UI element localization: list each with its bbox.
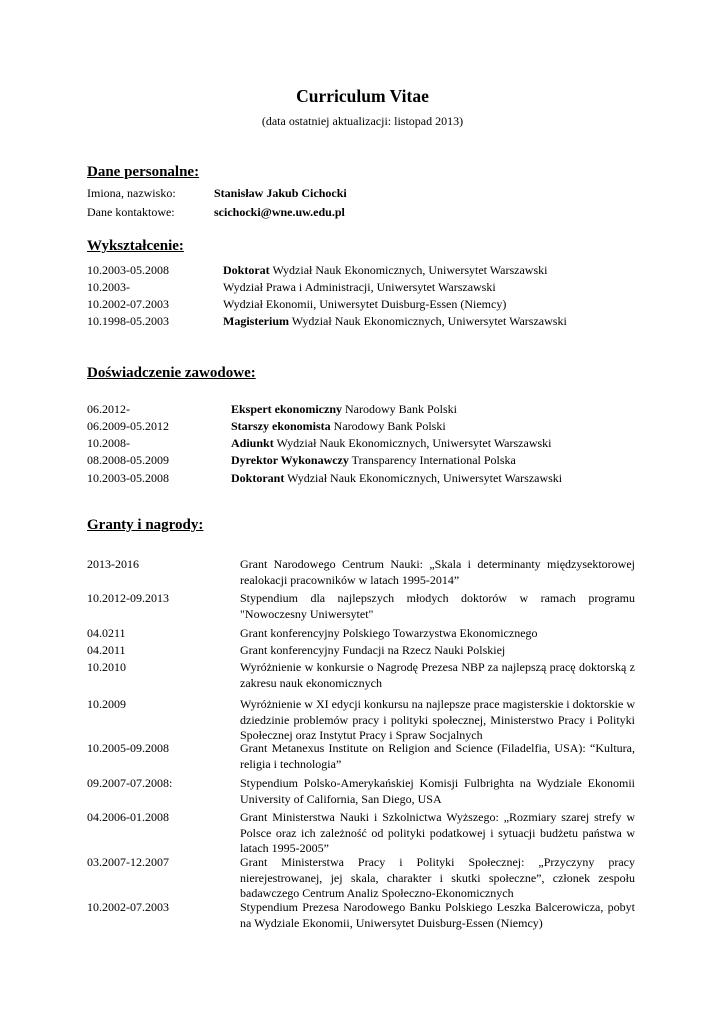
education-row <box>87 314 647 331</box>
experience-employer: Wydział Nauk Ekonomicznych, Uniwersytet Warszawski <box>273 436 552 450</box>
personal-label: Dane kontaktowe: <box>87 205 175 219</box>
grant-date: 09.2007-07.2008: <box>87 776 173 790</box>
grant-description: Grant konferencyjny Fundacji na Rzecz Nauki Polskiej <box>240 643 506 657</box>
grant-date: 04.0211 <box>87 626 126 640</box>
grant-description: Grant Ministerstwa Pracy i Polityki Społecznej: „Przyczyny pracy nierejestrowanej, jej skala, charakter i skutki społeczne”, członek zespołu badawczego Centrum Analiz Społeczno-Ekonomicznych <box>240 855 635 900</box>
education-row <box>87 280 647 297</box>
education-institution: Wydział Prawa i Administracji, Uniwersytet Warszawski <box>223 280 496 294</box>
experience-entry <box>231 453 516 468</box>
experience-entry <box>231 402 457 417</box>
education-entry <box>223 297 506 312</box>
experience-row <box>87 419 647 436</box>
experience-date: 10.2008- <box>87 436 130 450</box>
document-subtitle: (data ostatniej aktualizacji: listopad 2013) <box>261 114 464 128</box>
experience-date: 08.2008-05.2009 <box>87 453 169 467</box>
experience-position: Dyrektor Wykonawczy <box>231 453 349 467</box>
education-date: 10.2003-05.2008 <box>87 263 169 277</box>
education-date: 10.2003- <box>87 280 130 294</box>
grant-description: Wyróżnienie w konkursie o Nagrodę Prezesa NBP za najlepszą pracę doktorską z zakresu nauk ekonomicznych <box>240 660 635 690</box>
experience-employer: Narodowy Bank Polski <box>330 419 446 433</box>
experience-position: Starszy ekonomista <box>231 419 331 433</box>
experience-entry <box>231 471 562 486</box>
education-degree: Magisterium <box>223 314 289 328</box>
grant-description: Grant konferencyjny Polskiego Towarzystwa Ekonomicznego <box>240 626 538 640</box>
experience-row <box>87 402 647 419</box>
grant-date: 10.2010 <box>87 660 126 674</box>
grant-date: 03.2007-12.2007 <box>87 855 169 869</box>
education-degree: Doktorat <box>223 263 270 277</box>
experience-date: 06.2012- <box>87 402 130 416</box>
experience-entry <box>231 419 446 434</box>
grant-description: Stypendium Prezesa Narodowego Banku Polskiego Leszka Balcerowicza, pobyt na Wydziale Ekonomii, Uniwersytet Duisburg-Essen (Niemcy) <box>240 900 635 930</box>
grant-description: Stypendium dla najlepszych młodych doktorów w ramach programu "Nowoczesny Uniwersytet" <box>240 591 635 621</box>
grant-description: Grant Metanexus Institute on Religion and Science (Filadelfia, USA): “Kultura, religia i technologia” <box>240 741 635 771</box>
grant-description: Stypendium Polsko-Amerykańskiej Komisji Fulbrighta na Wydziale Ekonomii University of California, San Diego, USA <box>240 776 635 806</box>
personal-row <box>87 186 647 203</box>
grant-description: Grant Narodowego Centrum Nauki: „Skala i determinanty międzysektorowej realokacji pracowników w latach 1995-2014” <box>240 557 635 587</box>
experience-row <box>87 436 647 453</box>
grant-description: Grant Ministerstwa Nauki i Szkolnictwa Wyższego: „Rozmiary szarej strefy w Polsce oraz ich zależność od polityki podatkowej i sytuacji budżetu państwa w latach 1995-2005” <box>240 810 635 855</box>
experience-position: Doktorant <box>231 471 285 485</box>
education-entry <box>223 263 547 278</box>
grant-date: 10.2005-09.2008 <box>87 741 169 755</box>
experience-date: 06.2009-05.2012 <box>87 419 169 433</box>
grant-date: 10.2012-09.2013 <box>87 591 169 605</box>
grant-date: 04.2006-01.2008 <box>87 810 169 824</box>
education-institution: Wydział Nauk Ekonomicznych, Uniwersytet Warszawski <box>269 263 548 277</box>
grant-date: 2013-2016 <box>87 557 139 571</box>
grant-date: 10.2009 <box>87 697 126 711</box>
experience-position: Ekspert ekonomiczny <box>231 402 342 416</box>
education-entry <box>223 280 496 295</box>
experience-row <box>87 471 647 488</box>
education-institution: Wydział Nauk Ekonomicznych, Uniwersytet Warszawski <box>288 314 567 328</box>
grant-date: 04.2011 <box>87 643 126 657</box>
grant-description: Wyróżnienie w XI edycji konkursu na najlepsze prace magisterskie i doktorskie w dziedzinie problemów pracy i polityki społecznej, Ministerstwo Pracy i Polityki Społecznej oraz Instytut Pracy i Spraw Socjalnych <box>240 697 635 742</box>
education-entry <box>223 314 567 329</box>
section-heading-experience: Doświadczenie zawodowe: <box>87 365 256 381</box>
personal-value: Stanisław Jakub Cichocki <box>214 186 347 200</box>
section-heading-education: Wykształcenie: <box>87 238 184 254</box>
experience-employer: Wydział Nauk Ekonomicznych, Uniwersytet Warszawski <box>284 471 563 485</box>
education-date: 10.2002-07.2003 <box>87 297 169 311</box>
personal-label: Imiona, nazwisko: <box>87 186 176 200</box>
education-date: 10.1998-05.2003 <box>87 314 169 328</box>
section-heading-grants: Granty i nagrody: <box>87 517 204 533</box>
document-title: Curriculum Vitae <box>296 86 429 106</box>
experience-employer: Narodowy Bank Polski <box>342 402 457 416</box>
experience-entry <box>231 436 552 451</box>
experience-position: Adiunkt <box>231 436 274 450</box>
experience-date: 10.2003-05.2008 <box>87 471 169 485</box>
grant-date: 10.2002-07.2003 <box>87 900 169 914</box>
education-institution: Wydział Ekonomii, Uniwersytet Duisburg-Essen (Niemcy) <box>223 297 507 311</box>
section-heading-personal: Dane personalne: <box>87 164 200 180</box>
email-value: scichocki@wne.uw.edu.pl <box>214 205 345 219</box>
education-row <box>87 297 647 314</box>
experience-employer: Transparency International Polska <box>348 453 516 467</box>
personal-row <box>87 205 647 222</box>
education-row <box>87 263 647 280</box>
experience-row <box>87 453 647 470</box>
